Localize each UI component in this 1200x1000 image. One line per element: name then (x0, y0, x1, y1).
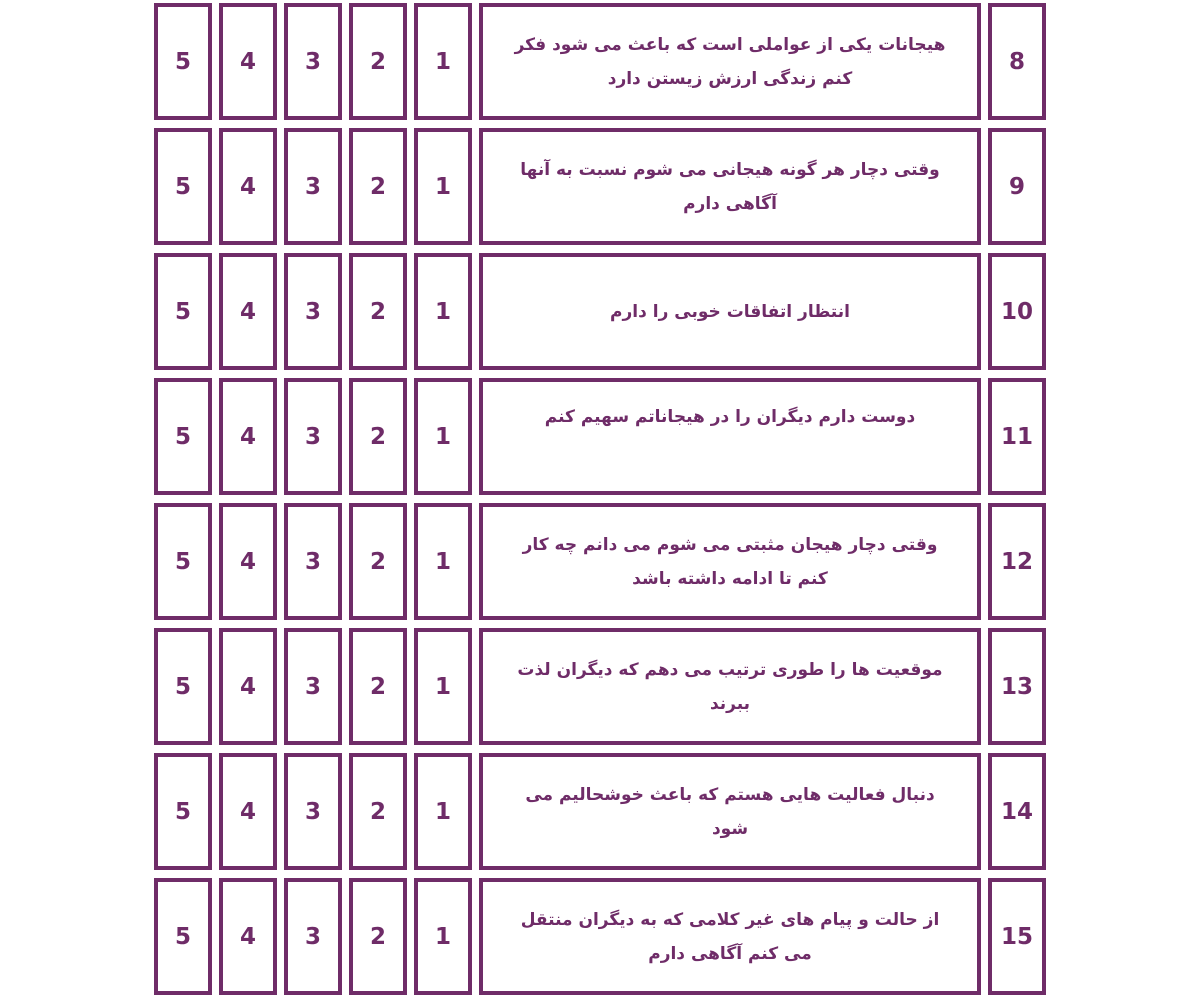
option-4-label: 4 (239, 673, 256, 700)
option-5-label: 5 (174, 923, 191, 950)
option-1-label: 1 (434, 923, 451, 950)
option-2-label: 2 (369, 48, 386, 75)
option-2-label: 2 (369, 673, 386, 700)
option-2-cell[interactable] (349, 3, 407, 120)
option-4-label: 4 (239, 923, 256, 950)
option-4-label: 4 (239, 298, 256, 325)
option-1-label: 1 (434, 548, 451, 575)
option-2-label: 2 (369, 298, 386, 325)
option-2-cell[interactable] (349, 878, 407, 995)
table-row (0, 378, 1200, 495)
option-1-cell[interactable] (414, 503, 472, 620)
question-number: 13 (1000, 673, 1033, 700)
option-4-label: 4 (239, 173, 256, 200)
option-3-cell[interactable] (284, 253, 342, 370)
option-4-cell[interactable] (219, 378, 277, 495)
table-row (0, 628, 1200, 745)
question-number: 11 (1000, 423, 1033, 450)
option-3-cell[interactable] (284, 128, 342, 245)
option-4-label: 4 (239, 548, 256, 575)
option-5-cell[interactable] (154, 878, 212, 995)
question-number-cell (988, 253, 1046, 370)
question-text: انتظار اتفاقات خوبی را دارم (610, 301, 850, 322)
option-5-cell[interactable] (154, 628, 212, 745)
option-2-cell[interactable] (349, 753, 407, 870)
question-number-cell (988, 503, 1046, 620)
question-number: 8 (1008, 48, 1025, 75)
question-cell (479, 878, 981, 995)
option-5-cell[interactable] (154, 3, 212, 120)
option-3-cell[interactable] (284, 628, 342, 745)
table-row (0, 253, 1200, 370)
question-text: وقتی دچار هر گونه هیجانی می شوم نسبت به آنها آگاهی دارم (520, 159, 940, 214)
option-2-label: 2 (369, 798, 386, 825)
option-5-cell[interactable] (154, 753, 212, 870)
option-1-cell[interactable] (414, 253, 472, 370)
question-number-cell (988, 628, 1046, 745)
option-3-label: 3 (304, 48, 321, 75)
option-3-label: 3 (304, 923, 321, 950)
question-cell (479, 253, 981, 370)
question-text: موقعیت ها را طوری ترتیب می دهم که دیگران لذت ببرند (517, 659, 943, 714)
option-5-cell[interactable] (154, 503, 212, 620)
option-1-label: 1 (434, 673, 451, 700)
question-text: از حالت و پیام های غیر کلامی که به دیگران منتقل می کنم آگاهی دارم (520, 909, 940, 964)
question-number-cell (988, 378, 1046, 495)
option-3-label: 3 (304, 173, 321, 200)
option-4-cell[interactable] (219, 628, 277, 745)
option-1-cell[interactable] (414, 628, 472, 745)
option-1-label: 1 (434, 173, 451, 200)
option-4-label: 4 (239, 48, 256, 75)
table-row (0, 753, 1200, 870)
option-1-label: 1 (434, 48, 451, 75)
question-number: 15 (1000, 923, 1033, 950)
option-2-label: 2 (369, 923, 386, 950)
question-number-cell (988, 3, 1046, 120)
question-number: 9 (1008, 173, 1025, 200)
table-row (0, 3, 1200, 120)
option-2-label: 2 (369, 548, 386, 575)
option-5-cell[interactable] (154, 128, 212, 245)
option-1-label: 1 (434, 798, 451, 825)
option-3-label: 3 (304, 673, 321, 700)
option-2-cell[interactable] (349, 128, 407, 245)
table-row (0, 878, 1200, 995)
option-1-cell[interactable] (414, 878, 472, 995)
option-3-label: 3 (304, 298, 321, 325)
option-5-label: 5 (174, 423, 191, 450)
option-3-cell[interactable] (284, 3, 342, 120)
question-cell (479, 753, 981, 870)
question-cell (479, 3, 981, 120)
option-2-cell[interactable] (349, 503, 407, 620)
option-2-label: 2 (369, 423, 386, 450)
option-1-label: 1 (434, 298, 451, 325)
option-3-cell[interactable] (284, 878, 342, 995)
option-5-cell[interactable] (154, 253, 212, 370)
option-1-cell[interactable] (414, 128, 472, 245)
option-5-cell[interactable] (154, 378, 212, 495)
option-4-cell[interactable] (219, 753, 277, 870)
question-cell (479, 503, 981, 620)
option-4-label: 4 (239, 798, 256, 825)
option-4-cell[interactable] (219, 3, 277, 120)
question-number-cell (988, 878, 1046, 995)
option-5-label: 5 (174, 673, 191, 700)
option-2-label: 2 (369, 173, 386, 200)
question-cell (479, 128, 981, 245)
option-2-cell[interactable] (349, 378, 407, 495)
question-cell (479, 378, 981, 495)
option-4-cell[interactable] (219, 878, 277, 995)
question-cell (479, 628, 981, 745)
option-1-cell[interactable] (414, 378, 472, 495)
question-text: دنبال فعالیت هایی هستم که باعث خوشحالیم می شود (525, 784, 935, 839)
table-row (0, 503, 1200, 620)
option-5-label: 5 (174, 548, 191, 575)
question-number-cell (988, 128, 1046, 245)
option-3-label: 3 (304, 548, 321, 575)
question-number-cell (988, 753, 1046, 870)
option-2-cell[interactable] (349, 628, 407, 745)
option-3-cell[interactable] (284, 503, 342, 620)
question-number: 12 (1000, 548, 1033, 575)
option-3-cell[interactable] (284, 753, 342, 870)
option-3-label: 3 (304, 423, 321, 450)
option-1-cell[interactable] (414, 753, 472, 870)
option-4-cell[interactable] (219, 253, 277, 370)
option-1-cell[interactable] (414, 3, 472, 120)
option-3-label: 3 (304, 798, 321, 825)
option-2-cell[interactable] (349, 253, 407, 370)
option-4-label: 4 (239, 423, 256, 450)
option-5-label: 5 (174, 798, 191, 825)
table-row (0, 128, 1200, 245)
option-4-cell[interactable] (219, 128, 277, 245)
option-3-cell[interactable] (284, 378, 342, 495)
question-number: 10 (1000, 298, 1033, 325)
question-text: دوست دارم دیگران را در هیجاناتم سهیم کنم (544, 407, 916, 427)
question-text: هیجانات یکی از عواملی است که باعث می شود فکر کنم زندگی ارزش زیستن دارد (514, 34, 946, 89)
option-5-label: 5 (174, 298, 191, 325)
option-4-cell[interactable] (219, 503, 277, 620)
option-1-label: 1 (434, 423, 451, 450)
question-text: وقتی دچار هیجان مثبتی می شوم می دانم چه کار کنم تا ادامه داشته باشد (522, 534, 938, 589)
question-number: 14 (1000, 798, 1033, 825)
option-5-label: 5 (174, 48, 191, 75)
option-5-label: 5 (174, 173, 191, 200)
